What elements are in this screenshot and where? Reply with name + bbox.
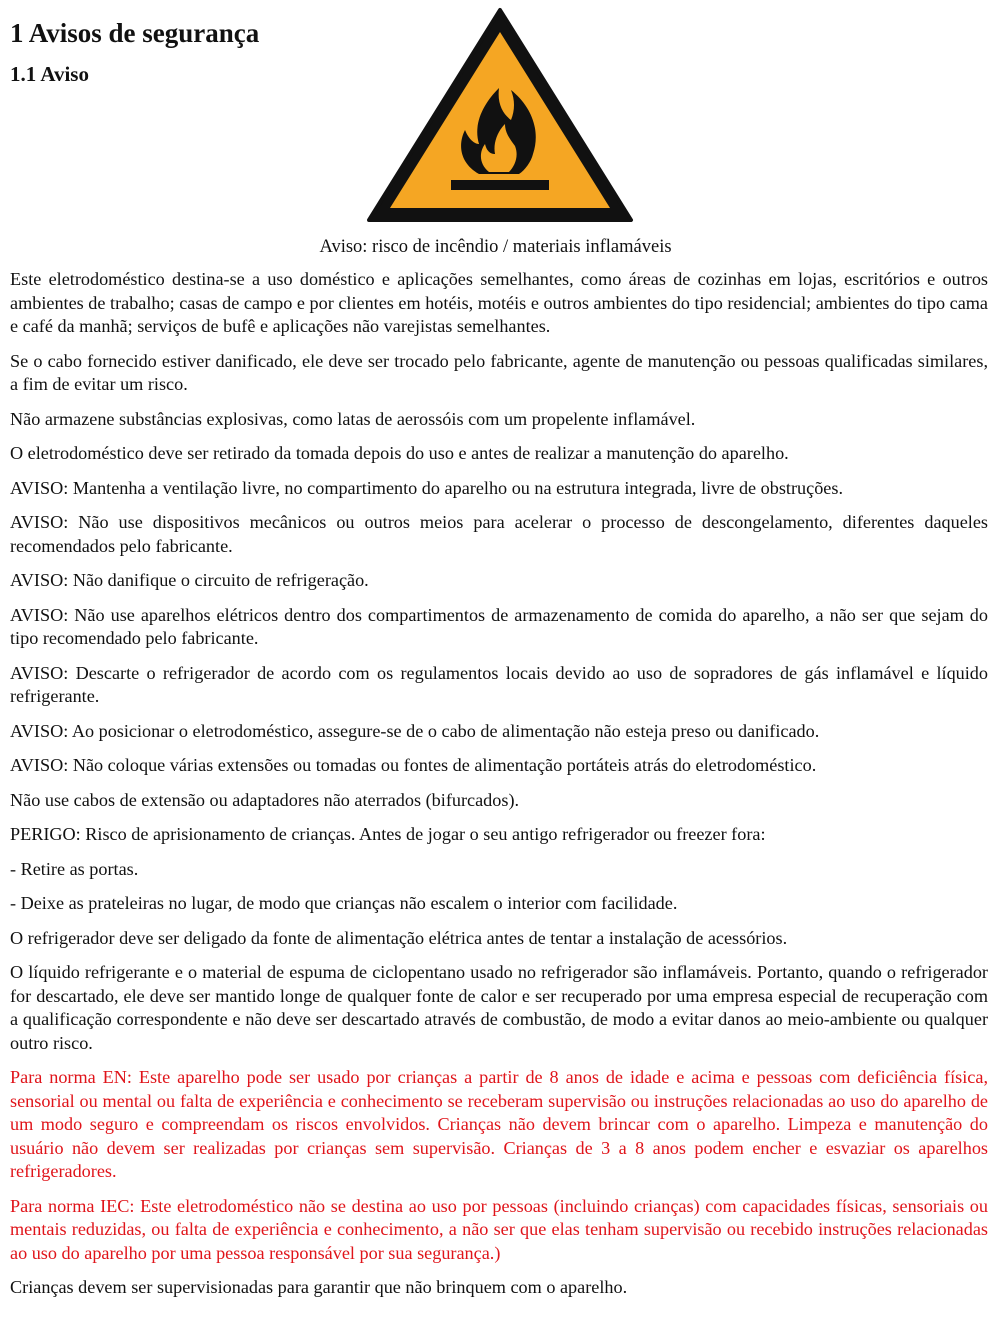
paragraph-en-norm: Para norma EN: Este aparelho pode ser usado por crianças a partir de 8 anos de idade e acima e pessoas com deficiência física, sensorial ou mental ou falta de experiência e conhecimento se receberam supervisão ou instruções relacionadas ao uso do aparelho de um modo seguro e compreendam os riscos envolvidos. Crianças não devem brincar com o aparelho. Limpeza e manutenção do usuário não devem ser realizadas por crianças sem supervisão. Crianças de 3 a 8 anos podem encher e esvaziar os aparelhos refrigeradores.	[10, 1067, 988, 1181]
paragraph-shelves: - Deixe as prateleiras no lugar, de modo que crianças não escalem o interior com facilidade.	[10, 893, 678, 913]
sign-caption: Aviso: risco de incêndio / materiais inflamáveis	[319, 237, 672, 257]
paragraph-accessories: O refrigerador deve ser deligado da fonte de alimentação elétrica antes de tentar a instalação de acessórios.	[10, 927, 788, 948]
paragraph-refrigerant: O líquido refrigerante e o material de espuma de ciclopentano usado no refrigerador são inflamáveis. Portanto, quando o refrigerador for descartado, ele deve ser mantido longe de qualquer fonte de calor e ser recuperado por uma empresa especial de recuperação com a qualificação correspondente e não deve ser descartado através de combustão, de modo a evitar danos ao meio-ambiente ou qualquer outro risco.	[10, 962, 988, 1053]
paragraph-cable: Se o cabo fornecido estiver danificado, ele deve ser trocado pelo fabricante, agente de manutenção ou pessoas qualificadas similares, a fim de evitar um risco.	[10, 350, 988, 394]
flammable-warning-icon	[365, 6, 635, 224]
paragraph-disposal: AVISO: Descarte o refrigerador de acordo com os regulamentos locais devido ao uso de sopradores de gás inflamável e líquido refrigerante.	[10, 662, 988, 706]
paragraph-defrost: AVISO: Não use dispositivos mecânicos ou outros meios para acelerar o processo de descongelamento, diferentes daqueles recomendados pelo fabricante.	[10, 512, 988, 556]
paragraph-children: Crianças devem ser supervisionadas para garantir que não brinquem com o aparelho.	[10, 1277, 628, 1297]
section-title: 1 Avisos de segurança	[10, 18, 260, 48]
paragraph-usage: Este eletrodoméstico destina-se a uso doméstico e aplicações semelhantes, como áreas de cozinhas em lojas, escritórios e outros ambientes de trabalho; casas de campo e por clientes em hotéis, motéis e outros ambientes do tipo residencial; ambientes do tipo cama e café da manhã; serviços de bufê e aplicações não varejistas semelhantes.	[10, 269, 988, 336]
paragraph-iec-norm: Para norma IEC: Este eletrodoméstico não se destina ao uso por pessoas (incluindo crianças) com capacidades físicas, sensoriais ou mentais reduzidas, ou falta de experiência e conhecimento, a não ser que elas tenham supervisão ou recebido instruções relacionadas ao uso do aparelho por uma pessoa responsável por sua segurança.)	[10, 1195, 988, 1263]
base-bar	[451, 180, 549, 190]
warnings-body	[10, 268, 988, 1311]
subsection-title: 1.1 Aviso	[10, 62, 89, 86]
paragraph-electric-devices: AVISO: Não use aparelhos elétricos dentro dos compartimentos de armazenamento de comida do aparelho, a não ser que sejam do tipo recomendado pelo fabricante.	[10, 604, 988, 648]
paragraph-danger: PERIGO: Risco de aprisionamento de crianças. Antes de jogar o seu antigo refrigerador ou freezer fora:	[10, 824, 766, 844]
paragraph-explosives: Não armazene substâncias explosivas, como latas de aerossóis com um propelente inflamável.	[10, 408, 696, 429]
paragraph-circuit: AVISO: Não danifique o circuito de refrigeração.	[10, 570, 369, 590]
paragraph-remove-doors: - Retire as portas.	[10, 858, 139, 879]
paragraph-adapters: Não use cabos de extensão ou adaptadores não aterrados (bifurcados).	[10, 789, 520, 810]
paragraph-unplug: O eletrodoméstico deve ser retirado da tomada depois do uso e antes de realizar a manutenção do aparelho.	[10, 443, 789, 463]
paragraph-positioning: AVISO: Ao posicionar o eletrodoméstico, assegure-se de o cabo de alimentação não esteja preso ou danificado.	[10, 720, 820, 741]
paragraph-extensions: AVISO: Não coloque várias extensões ou tomadas ou fontes de alimentação portáteis atrás do eletrodoméstico.	[10, 755, 817, 775]
paragraph-ventilation: AVISO: Mantenha a ventilação livre, no compartimento do aparelho ou na estrutura integrada, livre de obstruções.	[10, 477, 843, 498]
